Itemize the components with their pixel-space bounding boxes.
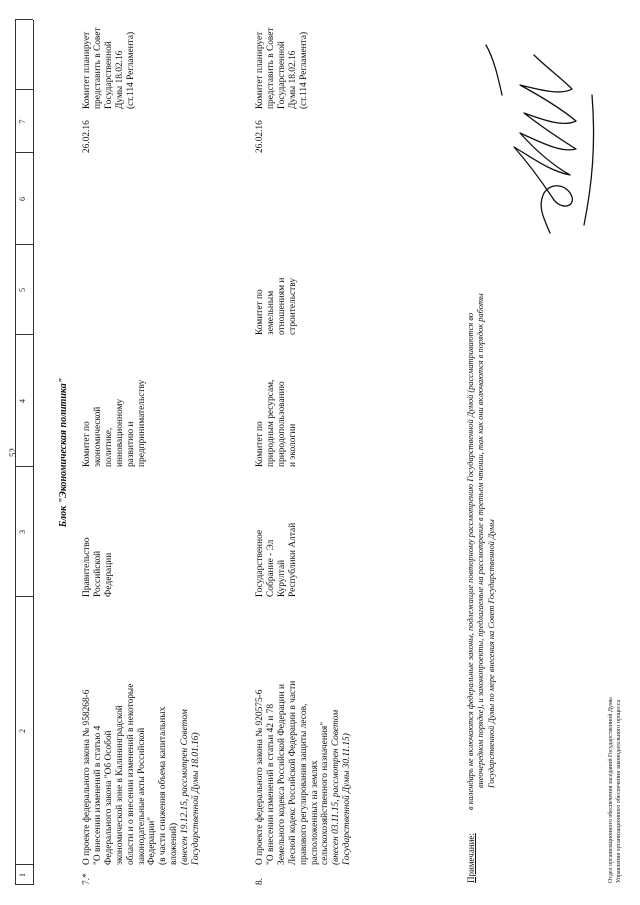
- footer: [608, 697, 623, 883]
- remark-line: внеочередном порядке), и законопроекты, предлагаемые на рассмотрение в третьем чтении, так как они включаются в порядок работы: [476, 293, 486, 788]
- bill-title-line: (в части снижения объема капитальных: [158, 706, 169, 865]
- committee-line: развитию и: [125, 421, 136, 467]
- bill-meta-line: (внесен 03.11.15, рассмотрен Советом: [331, 709, 342, 865]
- note-line: Комитет планирует: [82, 31, 92, 109]
- initiator-line: Собрание - Эл: [265, 539, 276, 597]
- bill-title-line: Лесной кодекс Российской Федерации в части: [287, 680, 298, 865]
- bill-title-line: "О внесении изменений в статью 4: [92, 725, 103, 865]
- co-executor-committee: [255, 247, 299, 335]
- page-number: 52: [8, 448, 18, 457]
- signature-image: [480, 40, 620, 245]
- co-executor-line: Комитет по: [255, 289, 265, 335]
- column-header: 4: [18, 399, 27, 403]
- column-header: 5: [18, 288, 27, 292]
- bill-title-line: области и о внесении изменений в некоторые: [125, 683, 136, 865]
- note-line: Государственной: [103, 41, 114, 109]
- note-line: (ст.114 Регламента): [298, 31, 309, 109]
- row-number: 8.: [255, 877, 265, 885]
- responsible-committee: [82, 337, 147, 467]
- remark-line: Государственной Думы по мере внесения на Совет Государственной Думы: [486, 519, 496, 788]
- bill-title-line: Федерального закона "Об Особой: [103, 730, 114, 865]
- header-top-rule: [15, 20, 16, 885]
- row-note: [255, 9, 310, 109]
- bill-title-line: расположенных на землях: [309, 760, 320, 865]
- note-line: Комитет планирует: [255, 31, 265, 109]
- initiator: [255, 469, 299, 597]
- deadline-date: 26.02.16: [255, 120, 265, 153]
- initiator: [82, 469, 115, 597]
- bill-title-line: О проекте федерального закона № 920575-6: [255, 689, 265, 865]
- initiator-line: Республики Алтай: [287, 522, 298, 597]
- deadline-date: 26.02.16: [82, 120, 92, 153]
- co-executor-line: земельным: [265, 290, 276, 335]
- remark-label: Примечание:: [466, 833, 476, 883]
- note-line: представить в Совет: [265, 27, 276, 109]
- committee-line: и экологии: [287, 423, 298, 467]
- committee-line: природопользованию: [276, 381, 287, 467]
- footer-line: Управления организационного обеспечения законодательного процесса: [615, 699, 622, 883]
- note-line: Думы 18.02.16: [287, 50, 298, 109]
- column-header: 7: [18, 119, 27, 124]
- bill-title-line: сельскохозяйственного назначения": [320, 721, 331, 865]
- note-line: (ст.114 Регламента): [125, 31, 136, 109]
- initiator-line: Государственное: [255, 529, 265, 597]
- bill-title-line: законодательные акты Российской: [136, 727, 147, 865]
- remark-text: [466, 250, 497, 810]
- note-line: представить в Совет: [92, 27, 103, 109]
- initiator-line: Правительство: [82, 537, 92, 597]
- bill-meta-line: Государственной Думы 30.11.15): [342, 733, 353, 865]
- committee-line: предпринимательству: [136, 379, 147, 467]
- header-bottom-rule: [33, 20, 34, 885]
- note-line: Думы 18.02.16: [114, 50, 125, 109]
- bill-description: [82, 597, 202, 865]
- bill-title-line: экономической зоне в Калининградской: [114, 705, 125, 865]
- committee-line: Комитет по: [255, 421, 265, 467]
- column-header: 6: [18, 197, 27, 201]
- bill-title-line: Земельного кодекса Российской Федерации и: [276, 684, 287, 865]
- co-executor-line: строительству: [287, 277, 298, 335]
- section-title: Блок "Экономическая политика": [58, 377, 69, 528]
- row-note: [82, 9, 137, 109]
- committee-line: экономической: [92, 406, 103, 467]
- responsible-committee: [255, 337, 299, 467]
- committee-line: природным ресурсам,: [265, 379, 276, 467]
- bill-meta-line: (внесен 19.12.15, рассмотрен Советом: [180, 709, 191, 865]
- committee-line: инновационному: [114, 398, 125, 467]
- bill-description: [255, 597, 353, 865]
- bill-meta-line: Государственной Думы 18.01.16): [191, 732, 202, 865]
- column-header: 1: [18, 873, 27, 877]
- header-divider: [15, 19, 33, 20]
- remark-line: в календарь не включаются федеральные законы, подлежащие повторному рассмотрению Государственной Думой (рассматриваются во: [466, 312, 475, 810]
- bill-title-line: "О внесении изменений в статьи 42 и 78: [265, 703, 276, 865]
- bill-title-line: правового регулирования защиты лесов,: [298, 703, 309, 865]
- co-executor-line: отношениям и: [276, 277, 287, 335]
- committee-line: политике,: [103, 427, 114, 467]
- note-line: Государственной: [276, 41, 287, 109]
- initiator-line: Российской: [92, 550, 103, 597]
- row-number: 7.*: [82, 873, 92, 885]
- column-header: 3: [18, 530, 27, 534]
- initiator-line: Курултай: [276, 559, 287, 597]
- bill-title-line: О проекте федерального закона № 958268-6: [82, 689, 92, 865]
- column-header: 2: [18, 729, 27, 733]
- initiator-line: Федерации: [103, 552, 114, 597]
- committee-line: Комитет по: [82, 421, 92, 467]
- footer-line: Отдел организационного обеспечения заседаний Государственной Думы: [608, 697, 614, 883]
- bill-title-line: вложений): [169, 822, 180, 865]
- bill-title-line: Федерации": [147, 816, 158, 865]
